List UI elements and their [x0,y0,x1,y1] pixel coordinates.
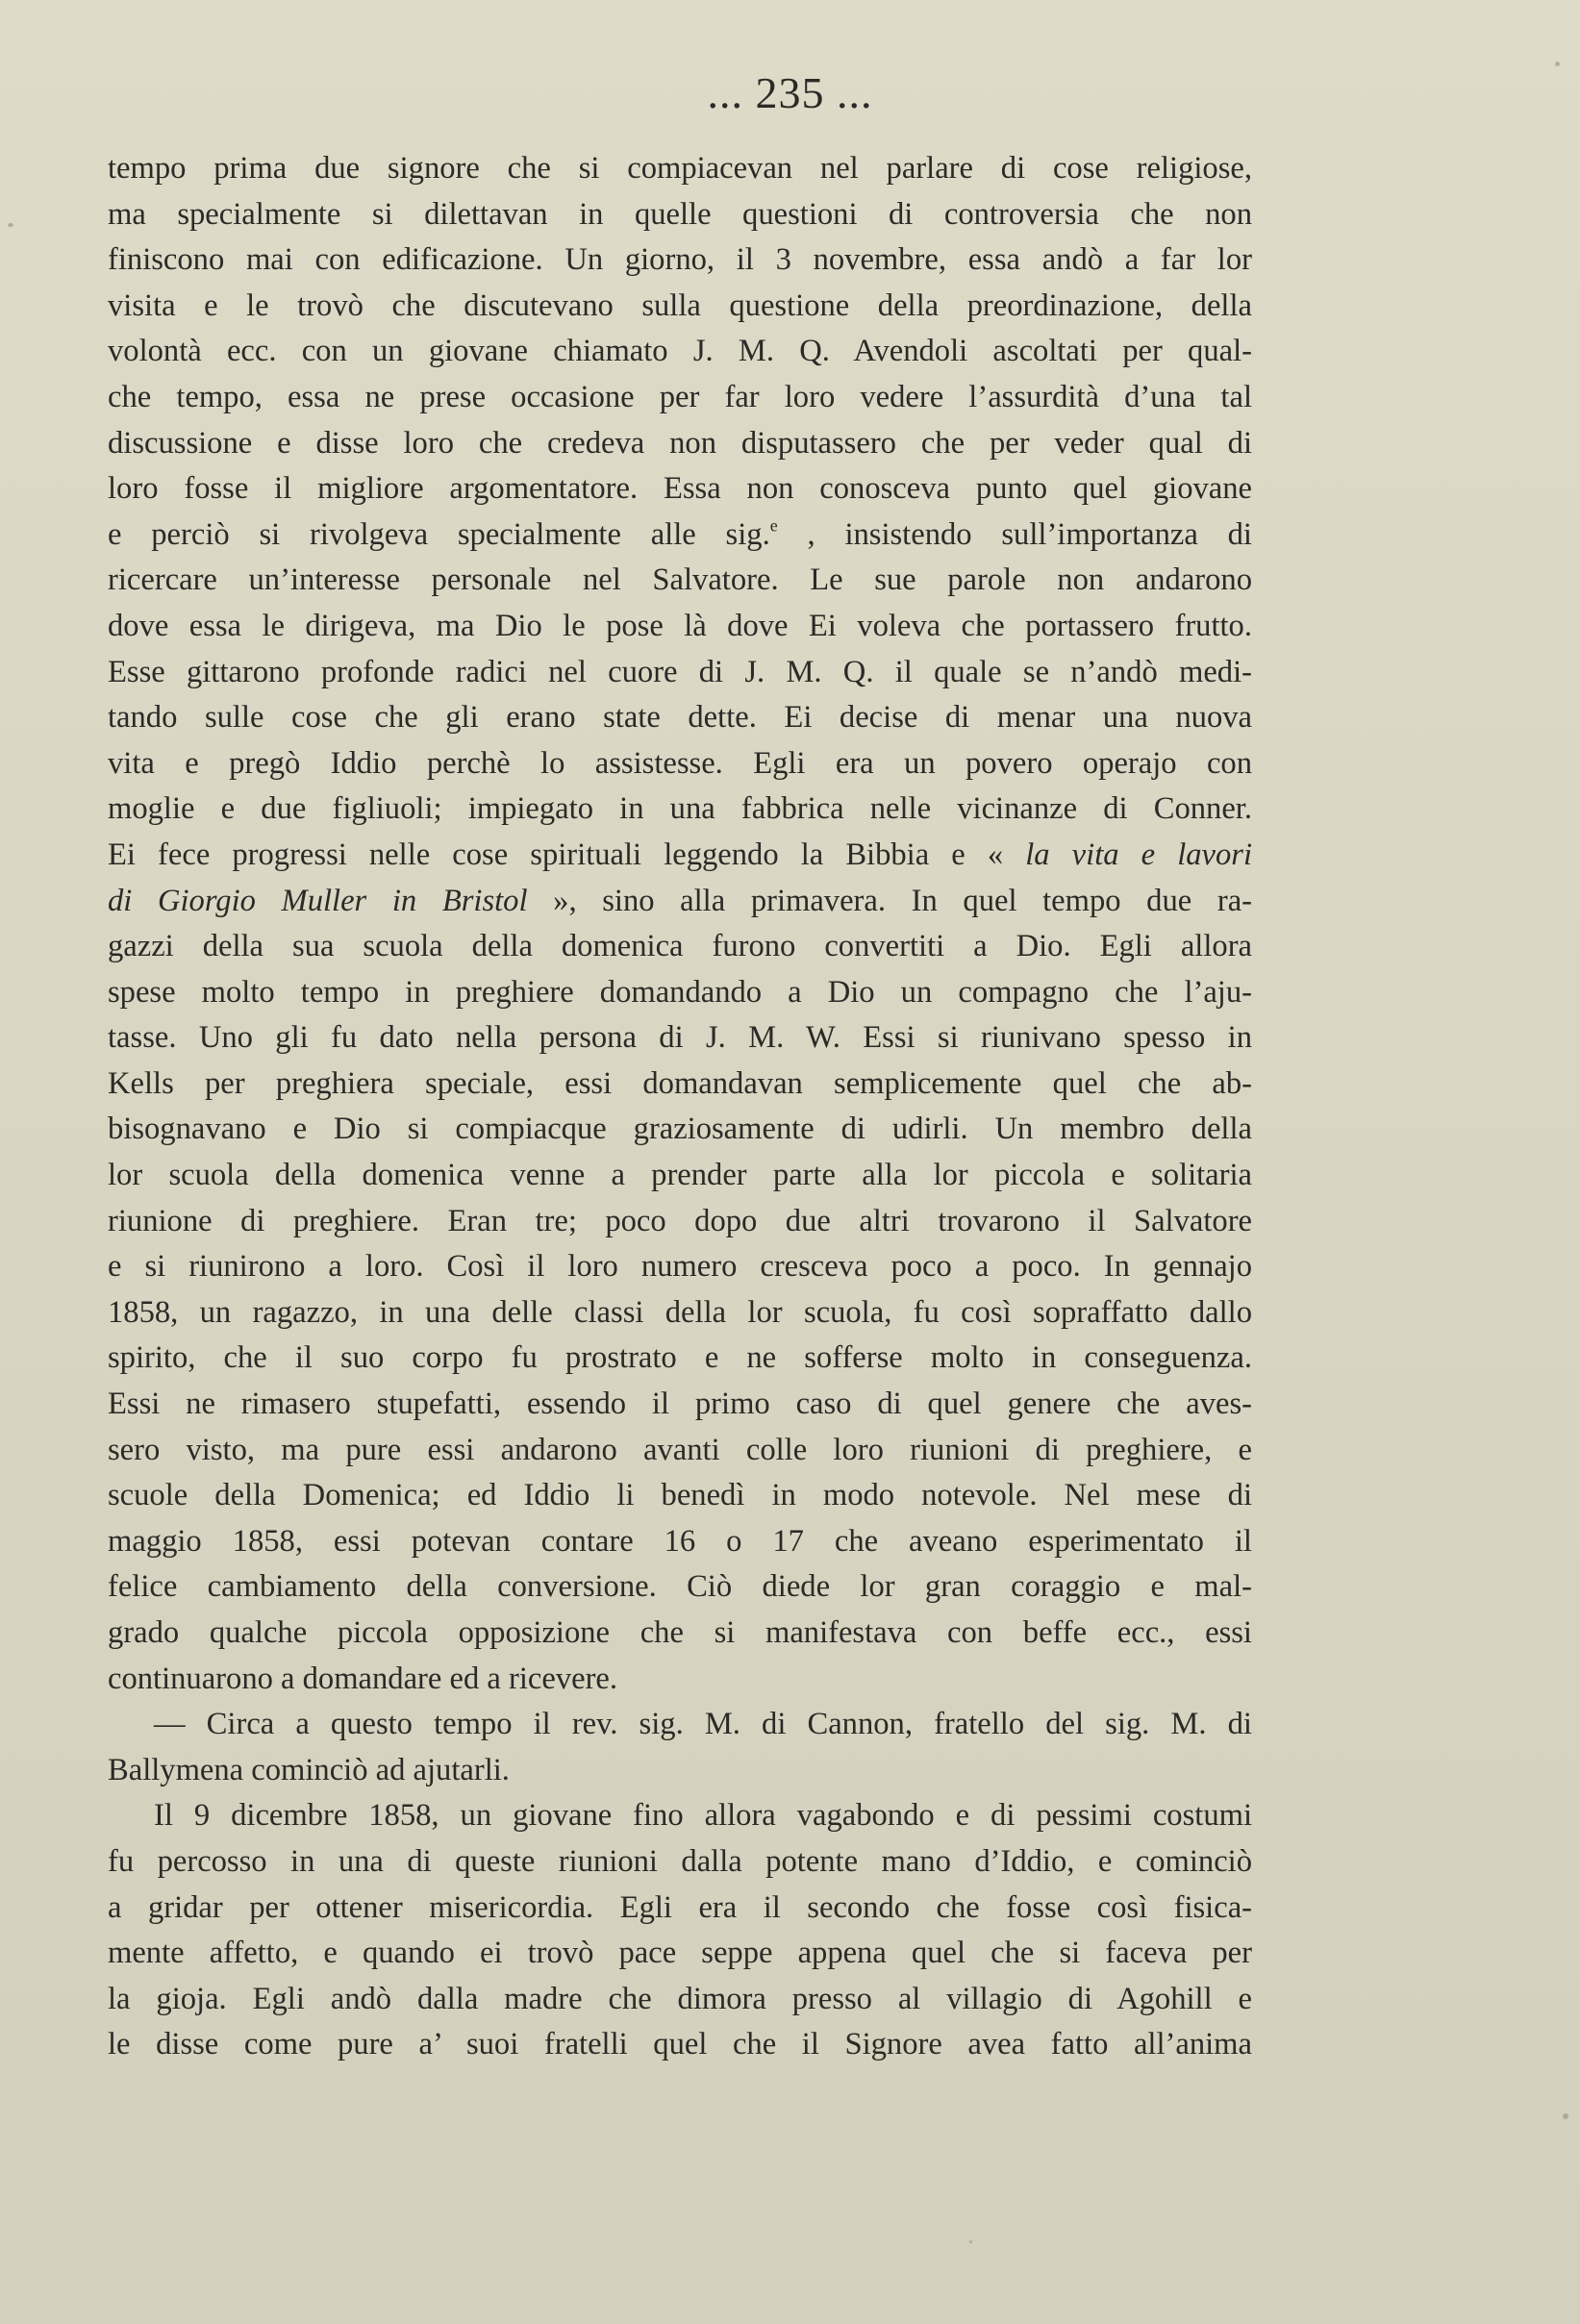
text-line: felice cambiamento della conversione. Ciò diede lor gran coraggio e mal- [108,1569,1252,1605]
text-line: ma specialmente si dilettavan in quelle questioni di controversia che non [108,196,1252,232]
text-line: tando sulle cose che gli erano state dette. Ei decise di menar una nuova [108,700,1252,736]
text-line: che tempo, essa ne prese occasione per far loro vedere l’assurdità d’una tal [108,379,1252,414]
text-line: Kells per preghiera speciale, essi domandavan semplicemente quel che ab- [108,1065,1252,1101]
text-line: e si riunirono a loro. Così il loro numero cresceva poco a poco. In gennajo [108,1249,1252,1285]
text-line: visita e le trovò che discutevano sulla questione della preordinazione, della [108,287,1252,323]
book-title-italic: di Giorgio Muller in Bristol [108,883,528,918]
text-line: lor scuola della domenica venne a prender parte alla lor piccola e solitaria [108,1158,1252,1193]
text-line: continuarono a domandare ed a ricevere. [108,1661,618,1696]
text-segment: », sino alla primavera. In quel tempo due ra- [553,883,1252,918]
book-title-italic: la vita e lavori [1025,837,1253,872]
text-line: grado qualche piccola opposizione che si manifestava con beffe ecc., essi [108,1615,1252,1650]
paper-speck [1563,2113,1568,2119]
paper-speck [1555,62,1560,66]
text-line: ricercare un’interesse personale nel Salvatore. Le sue parole non andarono [108,562,1252,598]
text-line [108,512,1252,559]
text-line: maggio 1858, essi potevan contare 16 o 17 che aveano esperimentato il [108,1523,1252,1559]
text-line: finiscono mai con edificazione. Un giorno, il 3 novembre, essa andò a far lor [108,242,1252,278]
text-line: Essi ne rimasero stupefatti, essendo il primo caso di quel genere che aves- [108,1387,1252,1422]
text-line: Esse gittarono profonde radici nel cuore di J. M. Q. il quale se n’andò medi- [108,654,1252,689]
text-line: moglie e due figliuoli; impiegato in una fabbrica nelle vicinanze di Conner. [108,791,1252,827]
paper-speck [969,2240,972,2243]
text-line: Ballymena cominciò ad ajutarli. [108,1752,510,1787]
text-line: la gioja. Egli andò dalla madre che dimora presso al villagio di Agohill e [108,1981,1252,2016]
body-text [108,146,1252,2068]
text-line: fu percosso in una di queste riunioni dalla potente mano d’Iddio, e cominciò [108,1843,1252,1879]
text-line: volontà ecc. con un giovane chiamato J. M. Q. Avendoli ascoltati per qual- [108,334,1252,369]
text-line: loro fosse il migliore argomentatore. Essa non conosceva punto quel giovane [108,471,1252,507]
text-segment: e perciò si rivolgeva specialmente alle sig. [108,516,770,552]
text-line: tempo prima due signore che si compiacevan nel parlare di cose religiose, [108,151,1252,186]
text-line [108,879,1252,925]
text-line: 1858, un ragazzo, in una delle classi della lor scuola, fu così sopraffatto dallo [108,1294,1252,1330]
text-line: spese molto tempo in preghiere domandando a Dio un compagno che l’aju- [108,974,1252,1010]
text-line: a gridar per ottener misericordia. Egli era il secondo che fosse così fisica- [108,1889,1252,1925]
superscript: e [769,515,778,536]
text-line: riunione di preghiere. Eran tre; poco dopo due altri trovarono il Salvatore [108,1203,1252,1238]
paper-speck [8,223,13,227]
text-segment: , insistendo sull’importanza di [807,516,1252,552]
text-line: sero visto, ma pure essi andarono avanti colle loro riunioni di preghiere, e [108,1432,1252,1467]
text-line: gazzi della sua scuola della domenica furono convertiti a Dio. Egli allora [108,929,1252,964]
text-line: spirito, che il suo corpo fu prostrato e ne sofferse molto in conseguenza. [108,1340,1252,1376]
text-line: discussione e disse loro che credeva non disputassero che per veder qual di [108,425,1252,461]
text-line: scuole della Domenica; ed Iddio li benedì in modo notevole. Nel mese di [108,1478,1252,1513]
text-line: le disse come pure a’ suoi fratelli quel che il Signore avea fatto all’anima [108,2027,1252,2062]
text-line: bisognavano e Dio si compiacque graziosamente di udirli. Un membro della [108,1112,1252,1147]
text-line: vita e pregò Iddio perchè lo assistesse. Egli era un povero operajo con [108,745,1252,781]
text-line: — Circa a questo tempo il rev. sig. M. di Cannon, fratello del sig. M. di [154,1707,1252,1742]
text-line: mente affetto, e quando ei trovò pace seppe appena quel che si faceva per [108,1936,1252,1971]
text-line: tasse. Uno gli fu dato nella persona di J. M. W. Essi si riunivano spesso in [108,1020,1252,1056]
text-line [108,833,1252,879]
text-line: Il 9 dicembre 1858, un giovane fino allora vagabondo e di pessimi costumi [154,1798,1252,1834]
page-number: ... 235 ... [707,68,873,117]
text-line: dove essa le dirigeva, ma Dio le pose là dove Ei voleva che portassero frutto. [108,608,1252,643]
text-segment: Ei fece progressi nelle cose spirituali leggendo la Bibbia e « [108,837,1004,872]
